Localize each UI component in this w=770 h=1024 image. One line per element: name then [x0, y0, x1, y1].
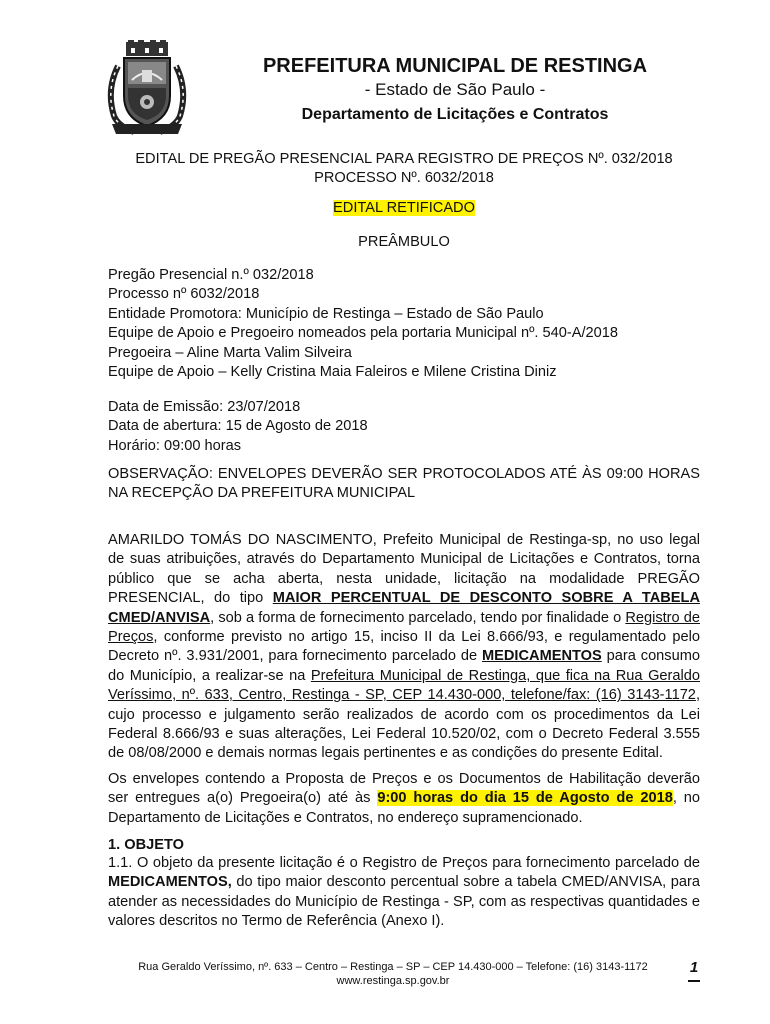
info-list: [108, 266, 700, 382]
section-title-objeto: 1. OBJETO: [108, 837, 184, 853]
date-line: Data de Emissão: 23/07/2018: [108, 399, 301, 415]
page-number: 1: [689, 959, 699, 976]
date-line: Data de abertura: 15 de Agosto de 2018: [108, 418, 368, 435]
info-line: Pregoeira – Aline Marta Valim Silveira: [108, 344, 352, 361]
text-run: , no Departamento de Licitações e Contratos, no endereço supramencionado.: [108, 790, 701, 826]
department-heading: Departamento de Licitações e Contratos: [301, 106, 609, 123]
process-number: PROCESSO Nº. 6032/2018: [314, 170, 494, 187]
text-run: 1.1. O objeto da presente licitação é o Registro de Preços para fornecimento parcelado de: [108, 855, 700, 871]
tipo-licitacao: MAIOR PERCENTUAL DE DESCONTO SOBRE A TABELA CMED/ANVISA: [108, 590, 700, 626]
date-line: Horário: 09:00 horas: [108, 437, 242, 454]
medicamentos-label: MEDICAMENTOS,: [108, 874, 232, 891]
text-run: AMARILDO TOMÁS DO NASCIMENTO, Prefeito Municipal de Restinga-sp, no uso legal de suas atribuições, através do Departamento Municipal de Licitações e Contratos, torna público que se acha aberta, nesta unidade, licitação na modalidade PREGÃO PRESENCIAL, do tipo: [108, 532, 700, 607]
info-line: Entidade Promotora: Município de Restinga – Estado de São Paulo: [108, 305, 544, 322]
dates-list: [108, 398, 700, 456]
address-underlined: Prefeitura Municipal de Restinga, que fica na Rua Geraldo Veríssimo, nº. 633, Centro, Restinga - SP, CEP 14.430-000, telefone/fax: (16) 3143-1172: [108, 667, 700, 704]
municipal-crest-icon: [104, 40, 190, 136]
envelopes-paragraph: [108, 770, 700, 828]
page-subtitle: - Estado de São Paulo -: [364, 80, 546, 99]
text-run: , conforme previsto no artigo 15, inciso II da Lei 8.666/93, e regulamentado pelo Decreto nº. 3.931/2001, para fornecimento parcelado de: [108, 629, 700, 665]
text-run: Os envelopes contendo a Proposta de Preços e os Documentos de Habilitação deverão ser entregues a(o) Pregoeira(o) até às: [108, 771, 700, 807]
info-line: Processo nº 6032/2018: [108, 286, 260, 303]
page-title: PREFEITURA MUNICIPAL DE RESTINGA: [262, 55, 648, 77]
observation-note: OBSERVAÇÃO: ENVELOPES DEVERÃO SER PROTOCOLADOS ATÉ ÀS 09:00 HORAS NA RECEPÇÃO DA PREFEITURA MUNICIPAL: [108, 466, 700, 502]
preambulo-heading: PREÂMBULO: [358, 234, 450, 250]
medicamentos-label: MEDICAMENTOS: [482, 648, 602, 665]
registro-precos: Registro de Preços: [108, 609, 700, 646]
text-run: , cujo processo e julgamento serão realizados de acordo com os procedimentos da Lei Federal 8.666/93 e suas alterações, Lei Federal 10.520/02, com o Decreto Federal 3.555 de 08/08/2000 e demais normas legais pertinentes e as condições do presente Edital.: [108, 687, 700, 762]
info-line: Equipe de Apoio e Pregoeiro nomeados pela portaria Municipal nº. 540-A/2018: [108, 325, 618, 342]
deadline-highlight: 9:00 horas do dia 15 de Agosto de 2018: [377, 790, 673, 807]
page-footer: [108, 960, 678, 988]
info-line: Pregão Presencial n.º 032/2018: [108, 267, 314, 283]
footer-website: www.restinga.sp.gov.br: [336, 975, 450, 987]
edital-title: EDITAL DE PREGÃO PRESENCIAL PARA REGISTRO DE PREÇOS Nº. 032/2018: [135, 151, 673, 167]
retificado-label: EDITAL RETIFICADO: [333, 200, 475, 216]
retificado-notice: [108, 199, 700, 218]
text-run: do tipo maior desconto percentual sobre a tabela CMED/ANVISA, para atender as necessidades do Município de Restinga - SP, com as respectivas quantidades e valores descritos no Termo de Referência (Anexo I).: [108, 874, 700, 930]
preamble-paragraph: [108, 531, 700, 764]
footer-address: Rua Geraldo Veríssimo, nº. 633 – Centro – Restinga – SP – CEP 14.430-000 – Telefone: (16) 3143-1172: [138, 961, 648, 973]
edital-heading: [108, 150, 700, 189]
text-run: , sob a forma de fornecimento parcelado, tendo por finalidade o: [210, 609, 626, 626]
info-line: Equipe de Apoio – Kelly Cristina Maia Faleiros e Milene Cristina Diniz: [108, 364, 557, 381]
text-run: para consumo do Município, a realizar-se na: [108, 648, 700, 684]
objeto-paragraph: [108, 854, 700, 932]
page-number-underline: [688, 980, 700, 982]
